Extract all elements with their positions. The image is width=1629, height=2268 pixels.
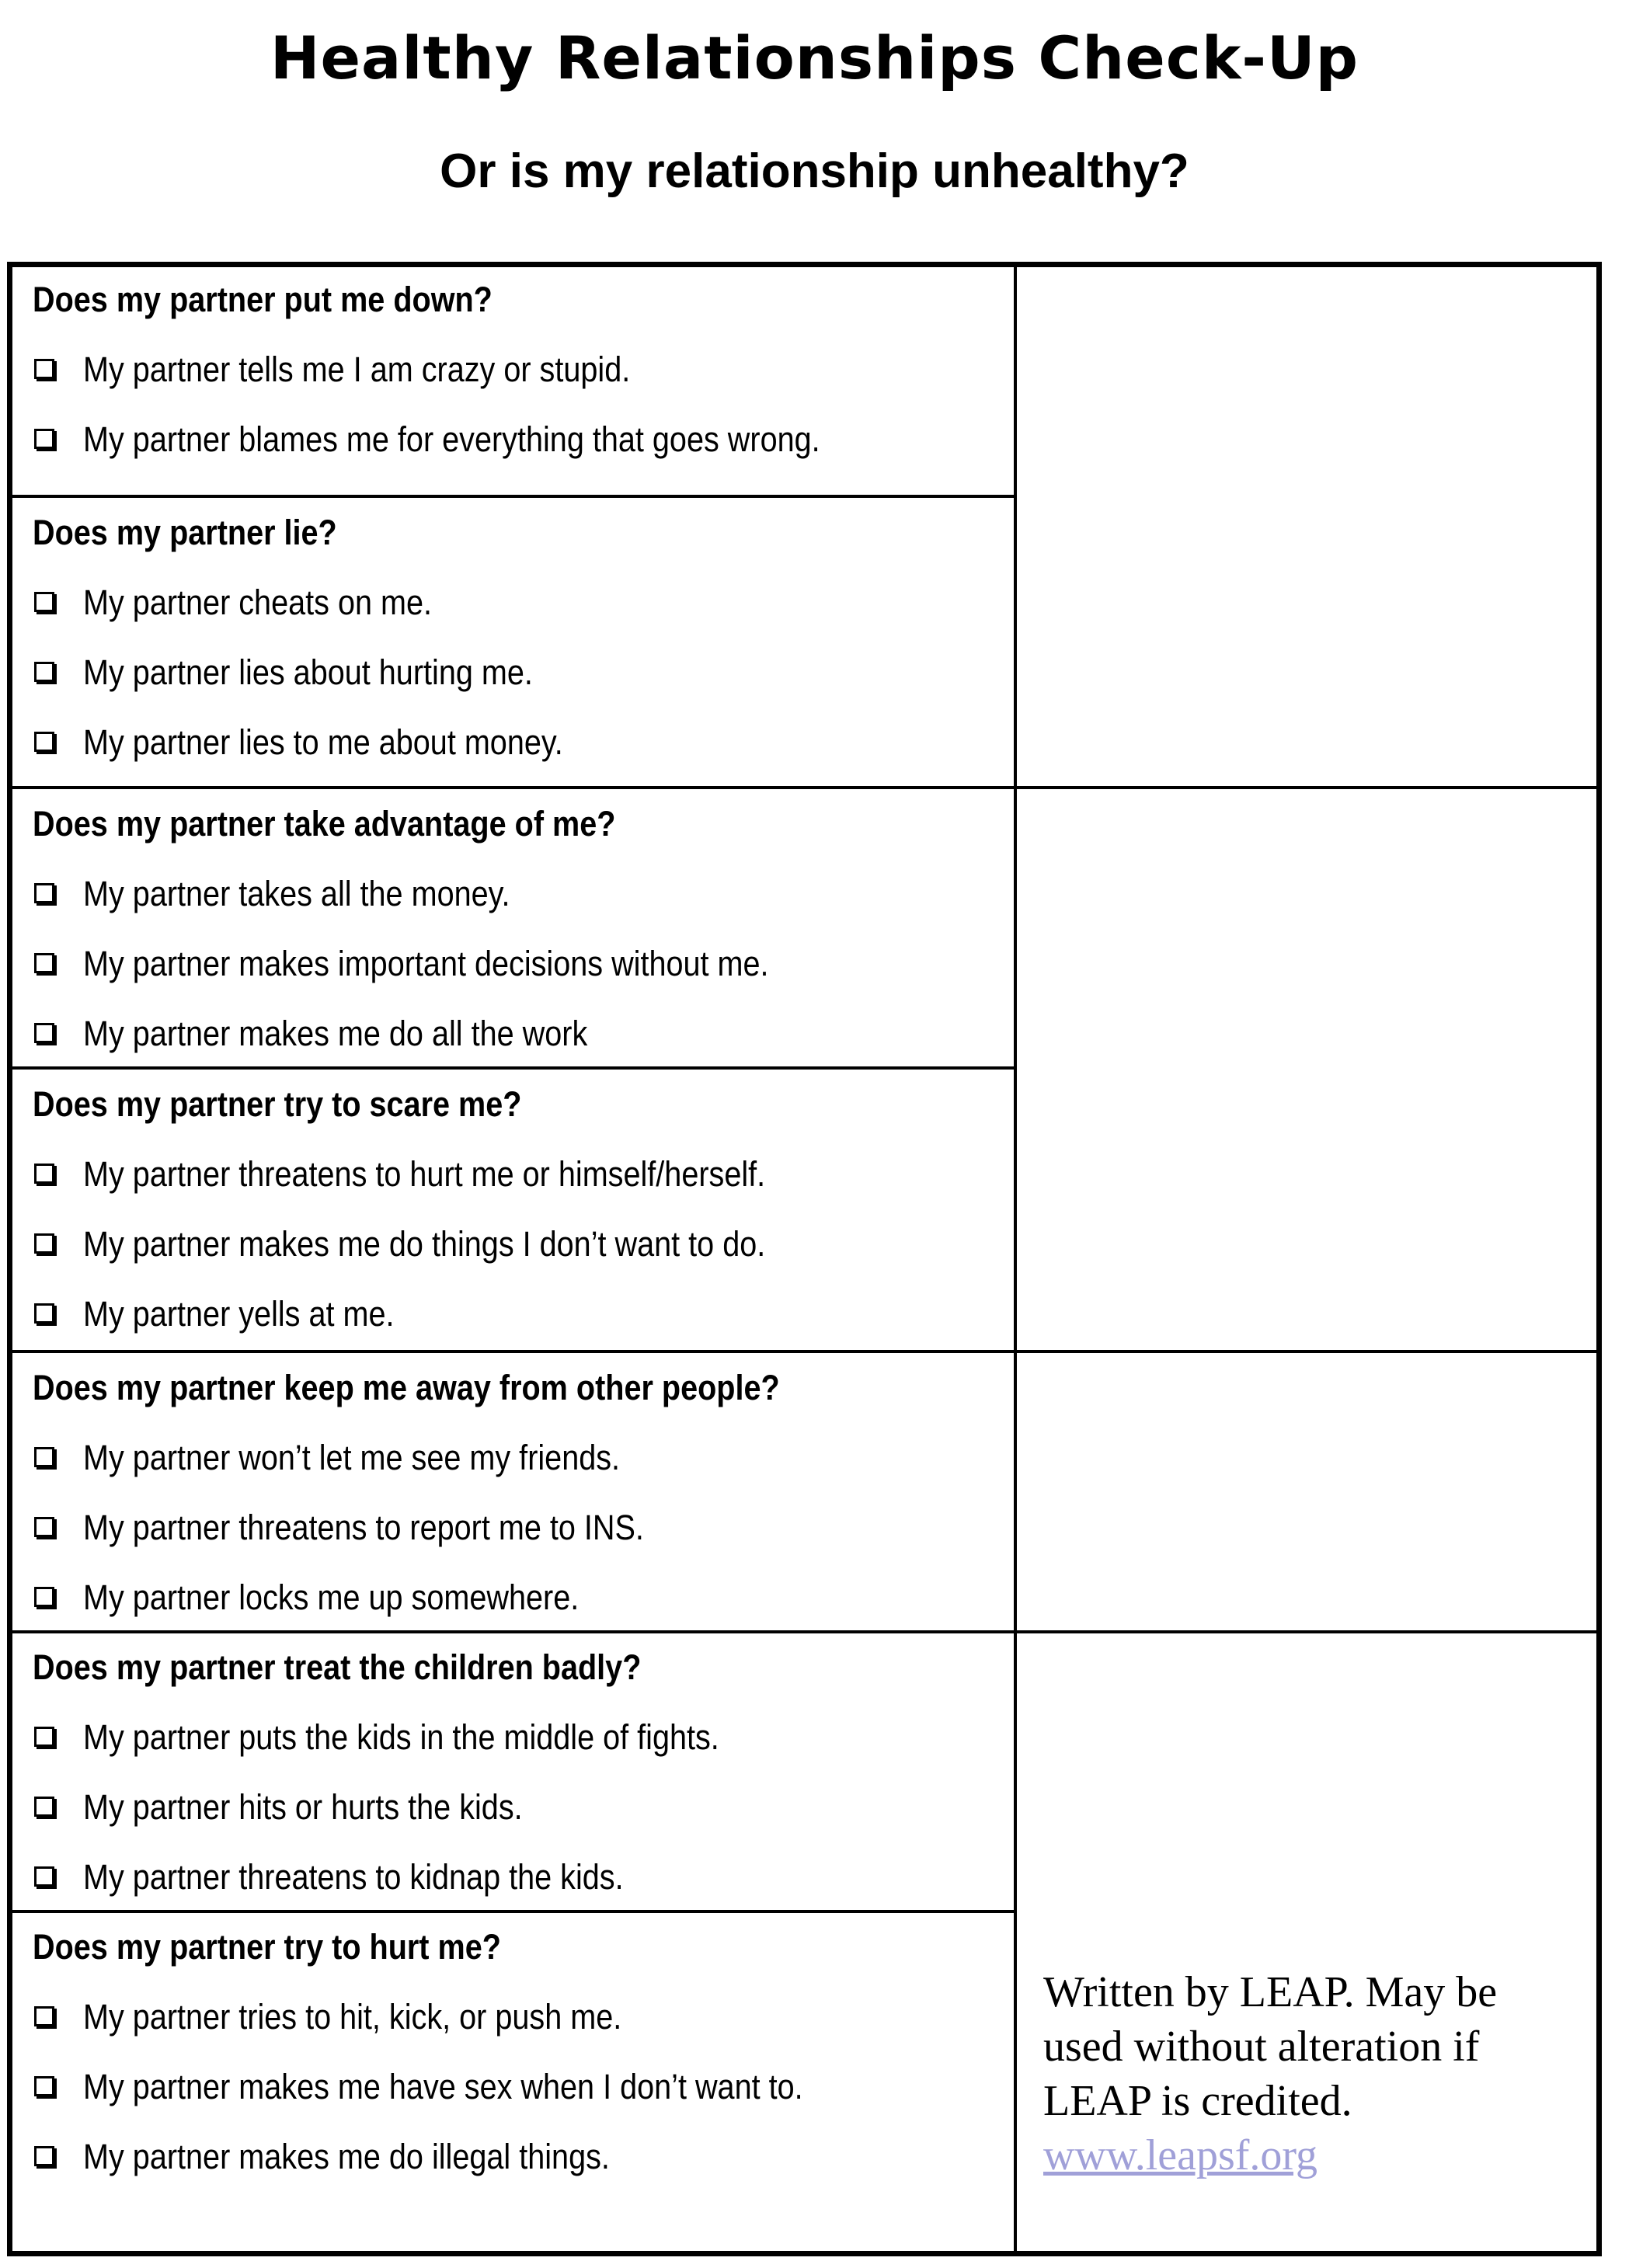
credit-line: LEAP is credited. bbox=[1043, 2077, 1352, 2125]
section-heading: Does my partner treat the children badly? bbox=[33, 1647, 642, 1687]
checklist-item-text: My partner hits or hurts the kids. bbox=[83, 1787, 523, 1827]
checklist-item-text: My partner tries to hit, kick, or push me. bbox=[83, 1997, 622, 2037]
checklist-item-text: My partner makes me do illegal things. bbox=[83, 2137, 610, 2176]
section-heading: Does my partner keep me away from other people? bbox=[33, 1368, 780, 1407]
checkbox[interactable] bbox=[34, 592, 54, 612]
checklist-item-text: My partner blames me for everything that goes wrong. bbox=[83, 419, 820, 459]
row-divider bbox=[11, 1910, 1015, 1913]
checkbox[interactable] bbox=[34, 359, 54, 379]
checkbox[interactable] bbox=[34, 1233, 54, 1254]
checklist-item-text: My partner tells me I am crazy or stupid. bbox=[83, 350, 631, 389]
row-divider bbox=[11, 786, 1597, 789]
credit-line: used without alteration if bbox=[1043, 2023, 1480, 2071]
checklist-item-text: My partner threatens to report me to INS. bbox=[83, 1508, 644, 1547]
checkbox[interactable] bbox=[34, 1303, 54, 1324]
checkbox[interactable] bbox=[34, 1447, 54, 1467]
section-heading: Does my partner try to hurt me? bbox=[33, 1927, 501, 1967]
checkbox[interactable] bbox=[34, 662, 54, 682]
checkbox[interactable] bbox=[34, 429, 54, 449]
checklist-item-text: My partner won’t let me see my friends. bbox=[83, 1438, 621, 1477]
checkbox[interactable] bbox=[34, 953, 54, 973]
checklist-item-text: My partner takes all the money. bbox=[83, 874, 510, 913]
checklist-item-text: My partner threatens to hurt me or himself/herself. bbox=[83, 1154, 766, 1194]
checkbox[interactable] bbox=[34, 1797, 54, 1817]
section-heading: Does my partner try to scare me? bbox=[33, 1084, 522, 1124]
credit-line: Written by LEAP. May be bbox=[1043, 1968, 1498, 2016]
checklist-item-text: My partner makes important decisions without me. bbox=[83, 944, 769, 983]
row-divider bbox=[11, 1066, 1015, 1070]
checklist-item-text: My partner threatens to kidnap the kids. bbox=[83, 1857, 624, 1897]
checkbox[interactable] bbox=[34, 2076, 54, 2096]
section-heading: Does my partner lie? bbox=[33, 513, 337, 552]
checkbox[interactable] bbox=[34, 1023, 54, 1043]
checkbox[interactable] bbox=[34, 732, 54, 752]
checkbox[interactable] bbox=[34, 1866, 54, 1887]
checkbox[interactable] bbox=[34, 1587, 54, 1607]
section-heading: Does my partner take advantage of me? bbox=[33, 804, 616, 844]
row-divider bbox=[11, 1630, 1597, 1633]
checkbox[interactable] bbox=[34, 1517, 54, 1537]
checkbox[interactable] bbox=[34, 1727, 54, 1747]
checkbox[interactable] bbox=[34, 883, 54, 903]
row-divider bbox=[11, 1350, 1597, 1353]
website-link[interactable]: www.leapsf.org bbox=[1043, 2131, 1318, 2179]
row-divider bbox=[11, 495, 1015, 498]
checklist-item-text: My partner puts the kids in the middle of fights. bbox=[83, 1717, 719, 1757]
checkbox[interactable] bbox=[34, 2006, 54, 2026]
checkbox[interactable] bbox=[34, 2146, 54, 2166]
checklist-item-text: My partner makes me do all the work bbox=[83, 1014, 588, 1053]
page-subtitle: Or is my relationship unhealthy? bbox=[440, 144, 1189, 198]
checklist-item-text: My partner cheats on me. bbox=[83, 583, 433, 622]
checklist-item-text: My partner makes me have sex when I don’t want to. bbox=[83, 2067, 803, 2106]
credit-note bbox=[1043, 1965, 1572, 2183]
column-divider bbox=[1014, 262, 1017, 2256]
page-title: Healthy Relationships Check-Up bbox=[270, 23, 1359, 92]
checklist-item-text: My partner yells at me. bbox=[83, 1294, 395, 1334]
section-heading: Does my partner put me down? bbox=[33, 280, 493, 319]
checklist-item-text: My partner makes me do things I don’t want to do. bbox=[83, 1224, 766, 1264]
checklist-item-text: My partner lies about hurting me. bbox=[83, 652, 533, 692]
checkbox[interactable] bbox=[34, 1164, 54, 1184]
checklist-item-text: My partner locks me up somewhere. bbox=[83, 1578, 580, 1617]
checklist-item-text: My partner lies to me about money. bbox=[83, 722, 563, 762]
